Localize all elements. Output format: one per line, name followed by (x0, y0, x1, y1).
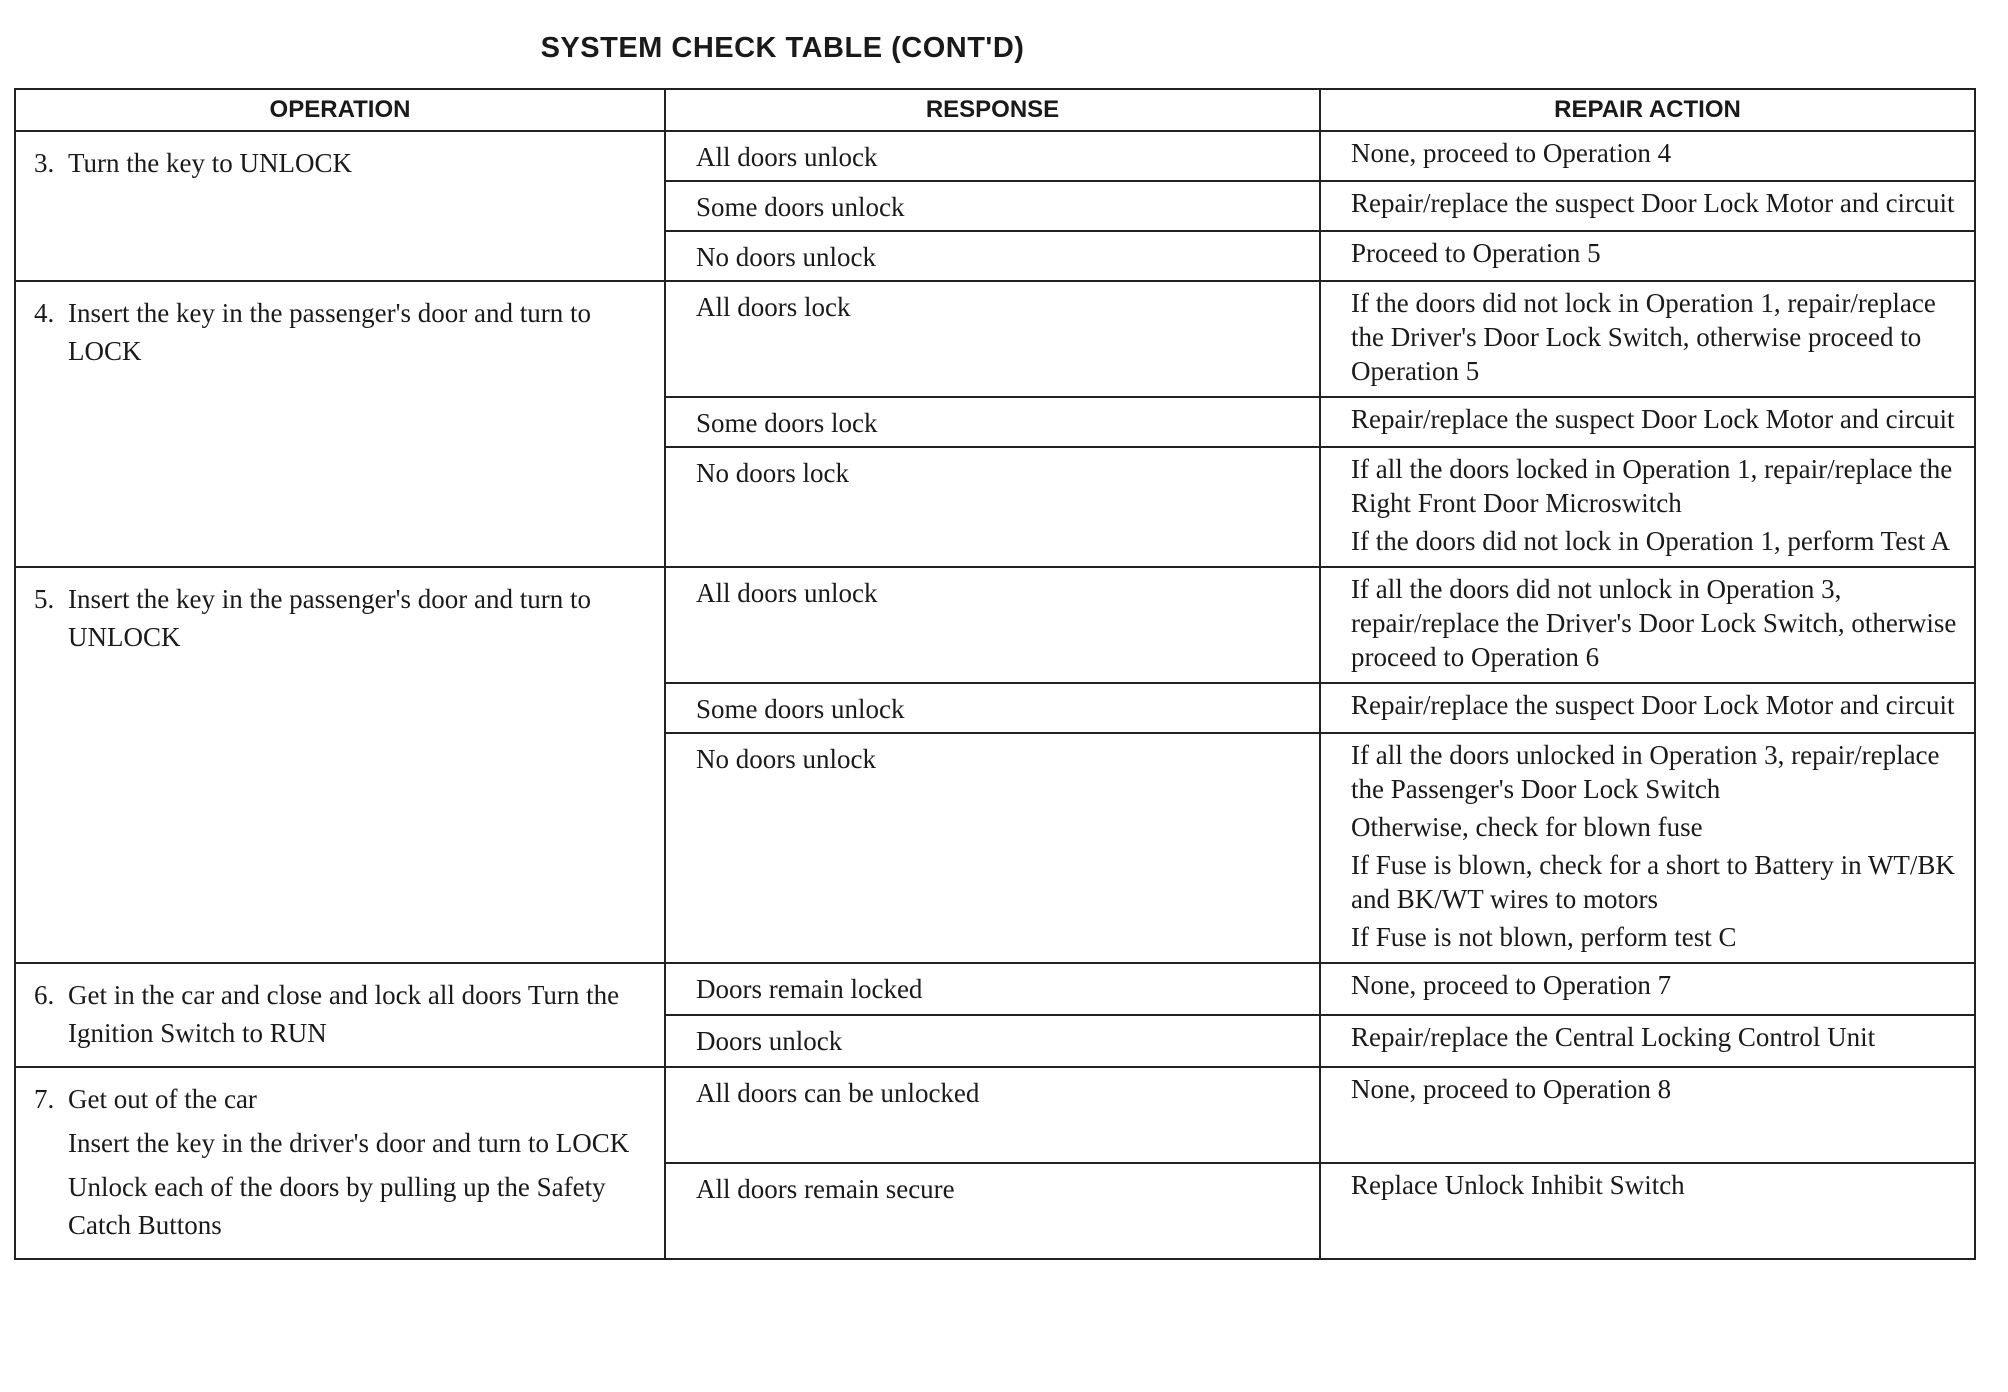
table-row (15, 567, 1975, 683)
operation-line: Insert the key in the driver's door and turn to LOCK (68, 1128, 630, 1158)
response-cell: All doors unlock (665, 567, 1320, 683)
operation-number: 6. (34, 980, 55, 1010)
operation-number: 5. (34, 584, 55, 614)
repair-action-cell (1320, 1067, 1975, 1163)
table-row (15, 281, 1975, 397)
operation-number: 7. (34, 1084, 55, 1114)
response-cell: No doors unlock (665, 231, 1320, 281)
operation-step (34, 1080, 654, 1250)
operation-text (68, 294, 654, 376)
repair-action-cell (1320, 281, 1975, 397)
repair-action-cell (1320, 1015, 1975, 1067)
operation-cell (15, 567, 665, 963)
repair-action-line: If Fuse is not blown, perform test C (1351, 922, 1737, 952)
operation-text (68, 580, 654, 662)
repair-action-line: Replace Unlock Inhibit Switch (1351, 1170, 1685, 1200)
repair-action-line: Repair/replace the suspect Door Lock Motor and circuit (1351, 404, 1955, 434)
repair-action-line: If the doors did not lock in Operation 1, perform Test A (1351, 526, 1950, 556)
operation-step (34, 976, 654, 1058)
response-cell: All doors lock (665, 281, 1320, 397)
operation-cell (15, 281, 665, 567)
operation-line: Insert the key in the passenger's door and turn to UNLOCK (68, 584, 591, 652)
header-repair-action: REPAIR ACTION (1320, 89, 1975, 131)
repair-action-line: Repair/replace the suspect Door Lock Motor and circuit (1351, 188, 1955, 218)
response-cell: Some doors unlock (665, 683, 1320, 733)
repair-action-cell (1320, 683, 1975, 733)
repair-action-line: If Fuse is blown, check for a short to Battery in WT/BK and BK/WT wires to motors (1351, 850, 1955, 914)
response-cell: All doors can be unlocked (665, 1067, 1320, 1163)
repair-action-line: If all the doors did not unlock in Operation 3, repair/replace the Driver's Door Lock Switch, otherwise proceed to Operation 6 (1351, 574, 1957, 672)
response-cell: All doors unlock (665, 131, 1320, 181)
table-row (15, 963, 1975, 1015)
response-cell: Doors remain locked (665, 963, 1320, 1015)
operation-step (34, 144, 654, 188)
repair-action-line: If all the doors unlocked in Operation 3, repair/replace the Passenger's Door Lock Switch (1351, 740, 1940, 804)
operation-text (68, 976, 654, 1058)
page-title: SYSTEM CHECK TABLE (CONT'D) (540, 32, 1025, 64)
repair-action-line: Repair/replace the Central Locking Control Unit (1351, 1022, 1876, 1052)
repair-action-cell (1320, 567, 1975, 683)
repair-action-line: Otherwise, check for blown fuse (1351, 812, 1703, 842)
operation-line: Get in the car and close and lock all doors Turn the Ignition Switch to RUN (68, 980, 620, 1048)
system-check-table (14, 88, 1976, 1260)
response-cell: Doors unlock (665, 1015, 1320, 1067)
operation-line: Get out of the car (68, 1084, 257, 1114)
response-cell: All doors remain secure (665, 1163, 1320, 1259)
operation-number: 3. (34, 148, 55, 178)
header-operation: OPERATION (15, 89, 665, 131)
repair-action-cell (1320, 131, 1975, 181)
repair-action-cell (1320, 963, 1975, 1015)
operation-line: Unlock each of the doors by pulling up the Safety Catch Buttons (68, 1172, 606, 1240)
repair-action-cell (1320, 231, 1975, 281)
operation-step (34, 294, 654, 376)
operation-text (68, 144, 654, 188)
repair-action-line: None, proceed to Operation 7 (1351, 970, 1672, 1000)
operation-step (34, 580, 654, 662)
operation-line: Turn the key to UNLOCK (68, 148, 353, 178)
repair-action-line: None, proceed to Operation 4 (1351, 138, 1672, 168)
repair-action-line: Repair/replace the suspect Door Lock Motor and circuit (1351, 690, 1955, 720)
operation-cell (15, 131, 665, 281)
repair-action-line: Proceed to Operation 5 (1351, 238, 1601, 268)
table-row (15, 1067, 1975, 1163)
response-cell: No doors unlock (665, 733, 1320, 963)
repair-action-line: If the doors did not lock in Operation 1, repair/replace the Driver's Door Lock Switch, otherwise proceed to Operation 5 (1351, 288, 1936, 386)
repair-action-cell (1320, 1163, 1975, 1259)
operation-text (68, 1080, 654, 1250)
repair-action-cell (1320, 397, 1975, 447)
repair-action-cell (1320, 733, 1975, 963)
response-cell: No doors lock (665, 447, 1320, 567)
response-cell: Some doors unlock (665, 181, 1320, 231)
operation-number: 4. (34, 298, 55, 328)
repair-action-cell (1320, 447, 1975, 567)
operation-cell (15, 963, 665, 1067)
header-row (15, 89, 1975, 131)
repair-action-line: If all the doors locked in Operation 1, repair/replace the Right Front Door Microswitch (1351, 454, 1953, 518)
header-response: RESPONSE (665, 89, 1320, 131)
operation-line: Insert the key in the passenger's door and turn to LOCK (68, 298, 591, 366)
table-row (15, 131, 1975, 181)
repair-action-line: None, proceed to Operation 8 (1351, 1074, 1672, 1104)
operation-cell (15, 1067, 665, 1259)
response-cell: Some doors lock (665, 397, 1320, 447)
repair-action-cell (1320, 181, 1975, 231)
